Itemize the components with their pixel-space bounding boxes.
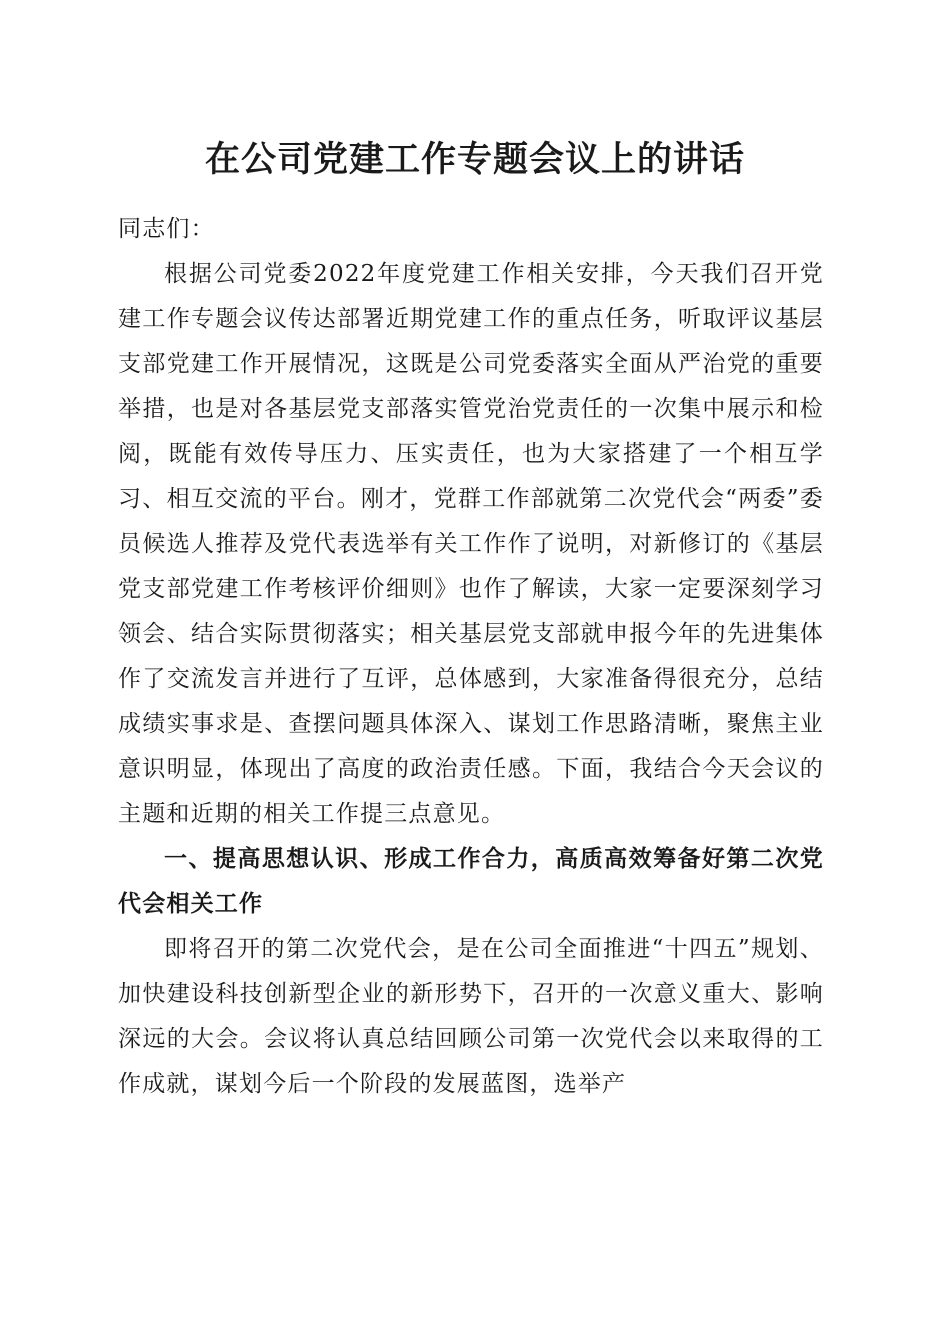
- salutation: 同志们：: [118, 216, 215, 242]
- paragraph-section-1: 即将召开的第二次党代会，是在公司全面推进“十四五”规划、加快建设科技创新型企业的新形势下，召开的一次意义重大、影响深远的大会。会议将认真总结回顾公司第一次党代会以来取得的工作成就，谋划今后一个阶段的发展蓝图，选举产: [118, 936, 824, 1097]
- document-title: 在公司党建工作专题会议上的讲话: [204, 139, 745, 180]
- document-body: [118, 207, 824, 1107]
- section-heading-1: 一、提高思想认识、形成工作合力，高质高效筹备好第二次党代会相关工作: [118, 846, 824, 917]
- paragraph-intro: 根据公司党委2022年度党建工作相关安排，今天我们召开党建工作专题会议传达部署近期党建工作的重点任务，听取评议基层支部党建工作开展情况，这既是公司党委落实全面从严治党的重要举措，也是对各基层党支部落实管党治党责任的一次集中展示和检阅，既能有效传导压力、压实责任，也为大家搭建了一个相互学习、相互交流的平台。刚才，党群工作部就第二次党代会“两委”委员候选人推荐及党代表选举有关工作作了说明，对新修订的《基层党支部党建工作考核评价细则》也作了解读，大家一定要深刻学习领会、结合实际贯彻落实；相关基层党支部就申报今年的先进集体作了交流发言并进行了互评，总体感到，大家准备得很充分，总结成绩实事求是、查摆问题具体深入、谋划工作思路清晰，聚焦主业意识明显，体现出了高度的政治责任感。下面，我结合今天会议的主题和近期的相关工作提三点意见。: [118, 261, 824, 827]
